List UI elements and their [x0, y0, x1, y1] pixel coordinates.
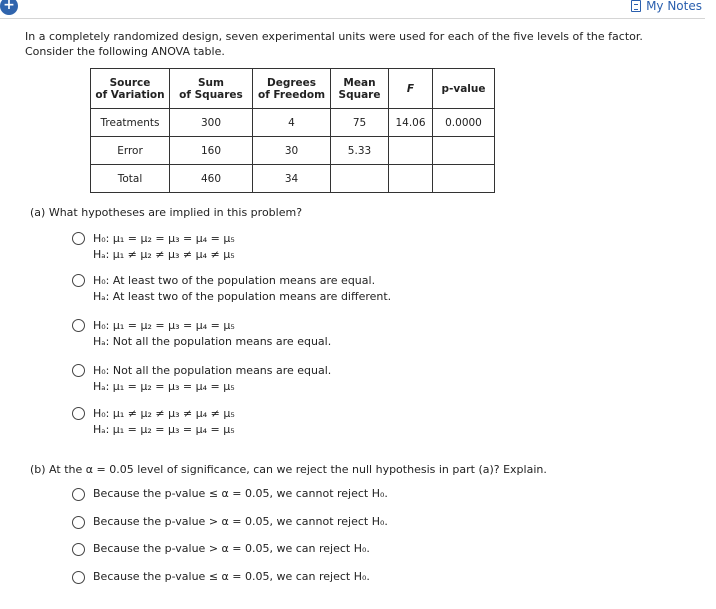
radio-button[interactable]	[72, 571, 85, 584]
option-label: Because the p-value ≤ α = 0.05, we cannot reject H₀.	[93, 487, 388, 500]
cell-ss: 160	[170, 137, 253, 165]
part-a-option-1[interactable]	[72, 231, 235, 263]
plus-icon[interactable]: +	[0, 0, 18, 15]
problem-intro: In a completely randomized design, seven experimental units were used for each of the five levels of the factor. Consider the following ANOVA table.	[25, 30, 643, 58]
part-b-question: (b) At the α = 0.05 level of significance, can we reject the null hypothesis in part (a)? Explain.	[30, 463, 547, 476]
cell-p	[433, 165, 495, 193]
part-b-option-4[interactable]	[72, 570, 370, 584]
table-row	[91, 165, 495, 193]
header-mean-square: Mean Square	[331, 69, 389, 109]
header-sum-of-squares: Sum of Squares	[170, 69, 253, 109]
alt-hypothesis: Hₐ: μ₁ ≠ μ₂ ≠ μ₃ ≠ μ₄ ≠ μ₅	[93, 248, 235, 261]
header-source: Source of Variation	[91, 69, 170, 109]
cell-source: Total	[91, 165, 170, 193]
option-label: Because the p-value > α = 0.05, we can reject H₀.	[93, 542, 370, 555]
radio-button[interactable]	[72, 319, 85, 332]
option-label: Because the p-value ≤ α = 0.05, we can reject H₀.	[93, 570, 370, 583]
my-notes-label: My Notes	[646, 0, 702, 13]
part-b-option-3[interactable]	[72, 542, 370, 556]
cell-p	[433, 137, 495, 165]
anova-table	[90, 68, 495, 193]
part-a-option-3[interactable]	[72, 318, 331, 350]
cell-df: 34	[253, 165, 331, 193]
alt-hypothesis: Hₐ: At least two of the population means are different.	[93, 290, 392, 303]
cell-ss: 300	[170, 109, 253, 137]
cell-ms: 5.33	[331, 137, 389, 165]
notes-icon	[631, 0, 641, 12]
alt-hypothesis: Hₐ: μ₁ = μ₂ = μ₃ = μ₄ = μ₅	[93, 423, 235, 436]
cell-ms: 75	[331, 109, 389, 137]
null-hypothesis: H₀: μ₁ ≠ μ₂ ≠ μ₃ ≠ μ₄ ≠ μ₅	[93, 407, 235, 420]
null-hypothesis: H₀: μ₁ = μ₂ = μ₃ = μ₄ = μ₅	[93, 319, 235, 332]
null-hypothesis: H₀: At least two of the population means are equal.	[93, 274, 376, 287]
cell-ss: 460	[170, 165, 253, 193]
part-a-option-2[interactable]	[72, 273, 391, 305]
my-notes-button[interactable]	[631, 0, 702, 13]
option-label: Because the p-value > α = 0.05, we cannot reject H₀.	[93, 515, 388, 528]
header-p-value: p-value	[433, 69, 495, 109]
null-hypothesis: H₀: μ₁ = μ₂ = μ₃ = μ₄ = μ₅	[93, 232, 235, 245]
cell-source: Error	[91, 137, 170, 165]
part-a-question: (a) What hypotheses are implied in this problem?	[30, 206, 303, 219]
null-hypothesis: H₀: Not all the population means are equal.	[93, 364, 332, 377]
part-b-option-2[interactable]	[72, 515, 388, 529]
header-divider	[0, 18, 705, 19]
radio-button[interactable]	[72, 516, 85, 529]
radio-button[interactable]	[72, 274, 85, 287]
part-b-option-1[interactable]	[72, 487, 388, 501]
radio-button[interactable]	[72, 364, 85, 377]
cell-f	[389, 137, 433, 165]
table-row	[91, 109, 495, 137]
cell-f	[389, 165, 433, 193]
alt-hypothesis: Hₐ: μ₁ = μ₂ = μ₃ = μ₄ = μ₅	[93, 380, 235, 393]
header-f: F	[389, 69, 433, 109]
cell-p: 0.0000	[433, 109, 495, 137]
radio-button[interactable]	[72, 407, 85, 420]
radio-button[interactable]	[72, 543, 85, 556]
anova-header-row	[91, 69, 495, 109]
part-a-option-4[interactable]	[72, 363, 331, 395]
radio-button[interactable]	[72, 232, 85, 245]
cell-source: Treatments	[91, 109, 170, 137]
radio-button[interactable]	[72, 488, 85, 501]
top-bar	[0, 0, 716, 20]
cell-df: 30	[253, 137, 331, 165]
cell-df: 4	[253, 109, 331, 137]
cell-f: 14.06	[389, 109, 433, 137]
table-row	[91, 137, 495, 165]
alt-hypothesis: Hₐ: Not all the population means are equal.	[93, 335, 332, 348]
part-a-option-5[interactable]	[72, 406, 235, 438]
cell-ms	[331, 165, 389, 193]
header-degrees-of-freedom: Degrees of Freedom	[253, 69, 331, 109]
